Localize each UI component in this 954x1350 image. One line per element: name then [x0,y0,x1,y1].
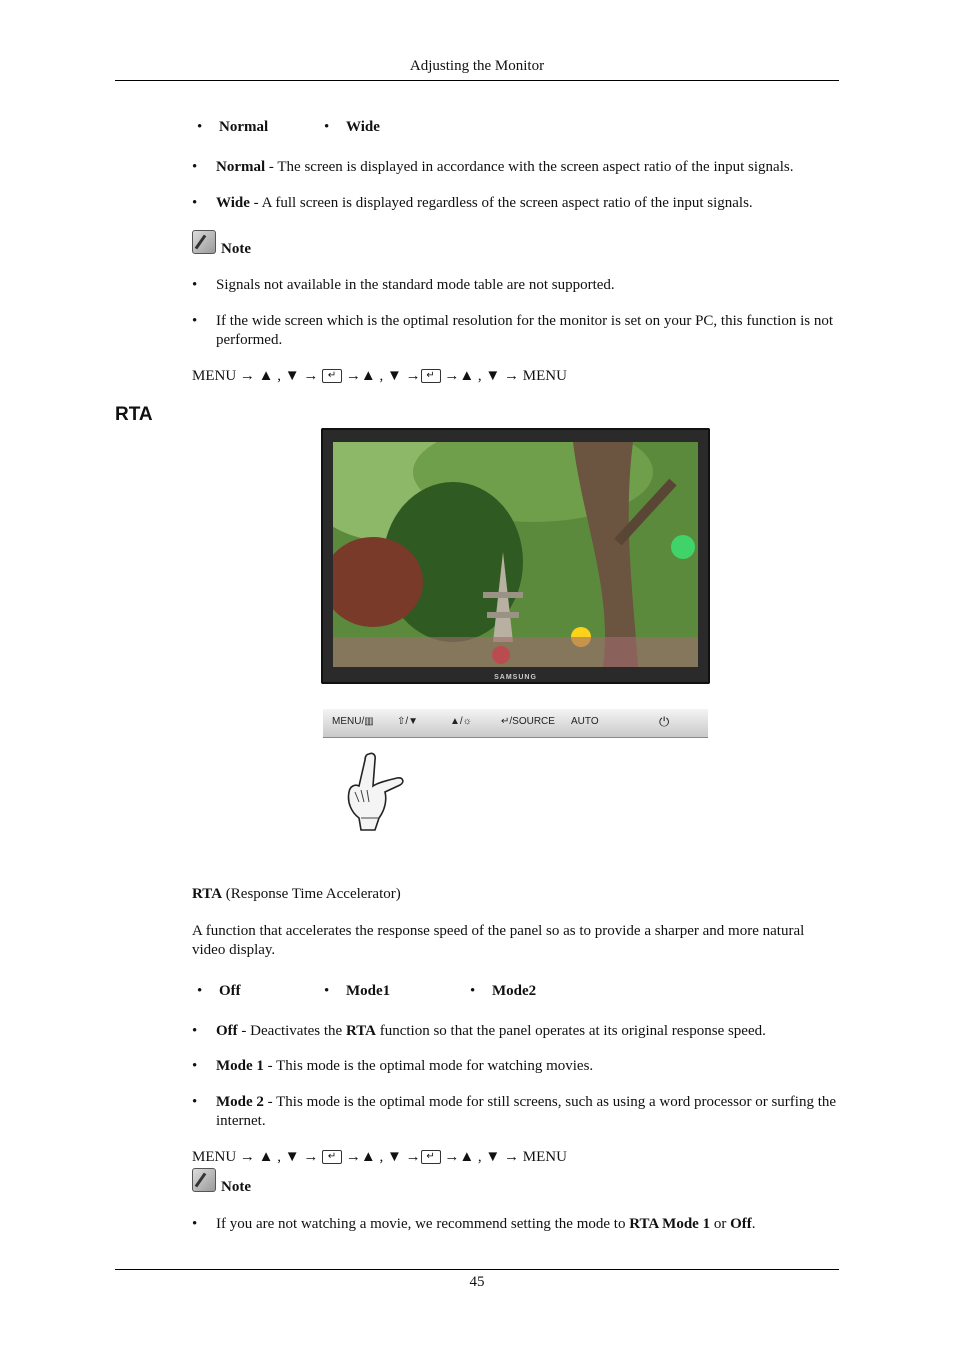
note-icon [192,230,216,254]
note-label: Note [221,1179,251,1195]
enter-key-icon: ↵ [322,1150,342,1164]
monitor-brand-logo: SAMSUNG [494,674,537,681]
brightness-button[interactable]: ▲/☼ [450,716,472,727]
enter-key-icon: ↵ [421,369,441,383]
option-wide: • Wide [324,119,380,135]
monitor-button-bar [323,709,708,738]
page-header-title: Adjusting the Monitor [409,58,545,74]
source-button[interactable]: ↵/SOURCE [501,716,555,727]
note-label: Note [221,241,251,257]
section-heading-rta: RTA [115,404,153,425]
menu-path-1: MENU → ▲ , ▼ → ↵ →▲ , ▼ → ↵ →▲ , ▼ → MENU [192,368,567,384]
option-normal: • Normal [197,119,269,135]
enter-key-icon: ↵ [322,369,342,383]
pointing-hand-icon [345,752,407,832]
monitor-illustration [321,428,710,684]
nav-down-button[interactable]: ⇧/▼ [397,716,419,727]
enter-key-icon: ↵ [421,1150,441,1164]
auto-button[interactable]: AUTO [571,716,599,727]
menu-path-2: MENU → ▲ , ▼ → ↵ →▲ , ▼ → ↵ →▲ , ▼ → MENU [192,1149,567,1165]
power-icon[interactable]: ⏻ [659,714,670,729]
page-number: 45 [469,1274,485,1290]
monitor-screen-photo [333,442,698,667]
header-rule [115,80,839,81]
garden-pagoda-image [333,442,698,667]
menu-button[interactable]: MENU/▥ [332,716,374,727]
option-off: • Off [197,983,241,999]
footer-rule [115,1269,839,1270]
rta-title: RTA (Response Time Accelerator) [192,886,401,902]
option-mode1: • Mode1 [324,983,391,999]
note-icon [192,1168,216,1192]
rta-description: A function that accelerates the response speed of the panel so as to provide a sharper and more natural video display. [192,923,805,958]
option-mode2: • Mode2 [470,983,537,999]
